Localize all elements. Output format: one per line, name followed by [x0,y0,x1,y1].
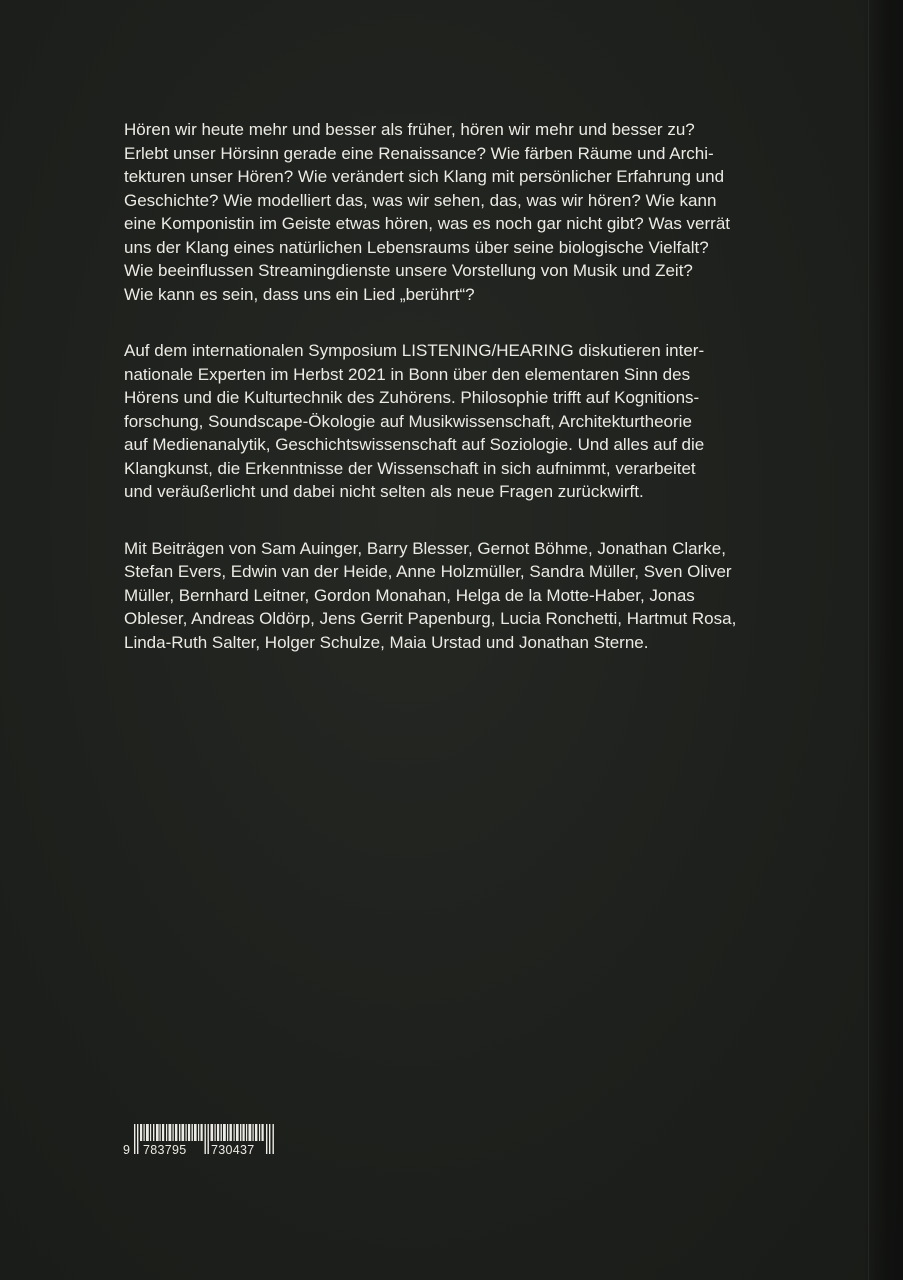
text-line: Wie kann es sein, dass uns ein Lied „berührt“? [124,284,475,304]
text-line: forschung, Soundscape-Ökologie auf Musikwissenschaft, Architekturtheorie [124,411,692,431]
text-line: Klangkunst, die Erkenntnisse der Wissenschaft in sich aufnimmt, verarbeitet [124,458,696,478]
spine-fold-line [868,0,869,1280]
text-line: uns der Klang eines natürlichen Lebensraums über seine biologische Vielfalt? [124,237,709,257]
text-line: Wie beeinflussen Streamingdienste unsere Vorstellung von Musik und Zeit? [124,261,693,280]
text-line: Auf dem internationalen Symposium LISTENING/HEARING diskutieren inter- [124,341,705,360]
text-line: Geschichte? Wie modelliert das, was wir sehen, das, was wir hören? Wie kann [124,190,717,210]
text-line: und veräußerlicht und dabei nicht selten als neue Fragen zurückwirft. [124,482,644,501]
barcode-digits [123,1142,277,1158]
text-line: Linda-Ruth Salter, Holger Schulze, Maia Urstad und Jonathan Sterne. [124,632,649,652]
text-line: Hörens und die Kulturtechnik des Zuhörens. Philosophie trifft auf Kognitions- [124,388,700,407]
barcode-left-group: 783795 [143,1143,187,1157]
text-line: Erlebt unser Hörsinn gerade eine Renaissance? Wie färben Räume und Archi- [124,143,714,163]
blurb-text-block [124,118,784,687]
blurb-paragraph-questions [124,118,784,306]
text-line: eine Komponistin im Geiste etwas hören, was es noch gar nicht gibt? Was verrät [124,214,730,233]
text-line: Stefan Evers, Edwin van der Heide, Anne Holzmüller, Sandra Müller, Sven Oliver [124,562,732,581]
text-line: tekturen unser Hören? Wie verändert sich Klang mit persönlicher Erfahrung und [124,167,725,186]
blurb-paragraph-symposium [124,339,784,504]
text-line: nationale Experten im Herbst 2021 in Bonn über den elementaren Sinn des [124,364,691,384]
text-line: Hören wir heute mehr und besser als früher, hören wir mehr und besser zu? [124,120,695,139]
text-line: Müller, Bernhard Leitner, Gordon Monahan, Helga de la Motte-Haber, Jonas [124,585,695,605]
text-line: Mit Beiträgen von Sam Auinger, Barry Blesser, Gernot Böhme, Jonathan Clarke, [124,538,726,558]
barcode-first-digit: 9 [123,1143,130,1157]
text-line: auf Medienanalytik, Geschichtswissenschaft auf Soziologie. Und alles auf die [124,435,705,454]
text-line: Obleser, Andreas Oldörp, Jens Gerrit Papenburg, Lucia Ronchetti, Hartmut Rosa, [124,609,737,628]
isbn-barcode [123,1124,277,1158]
blurb-paragraph-contributors [124,537,784,655]
barcode-right-group: 730437 [211,1143,255,1157]
spine-shadow [863,0,903,1280]
